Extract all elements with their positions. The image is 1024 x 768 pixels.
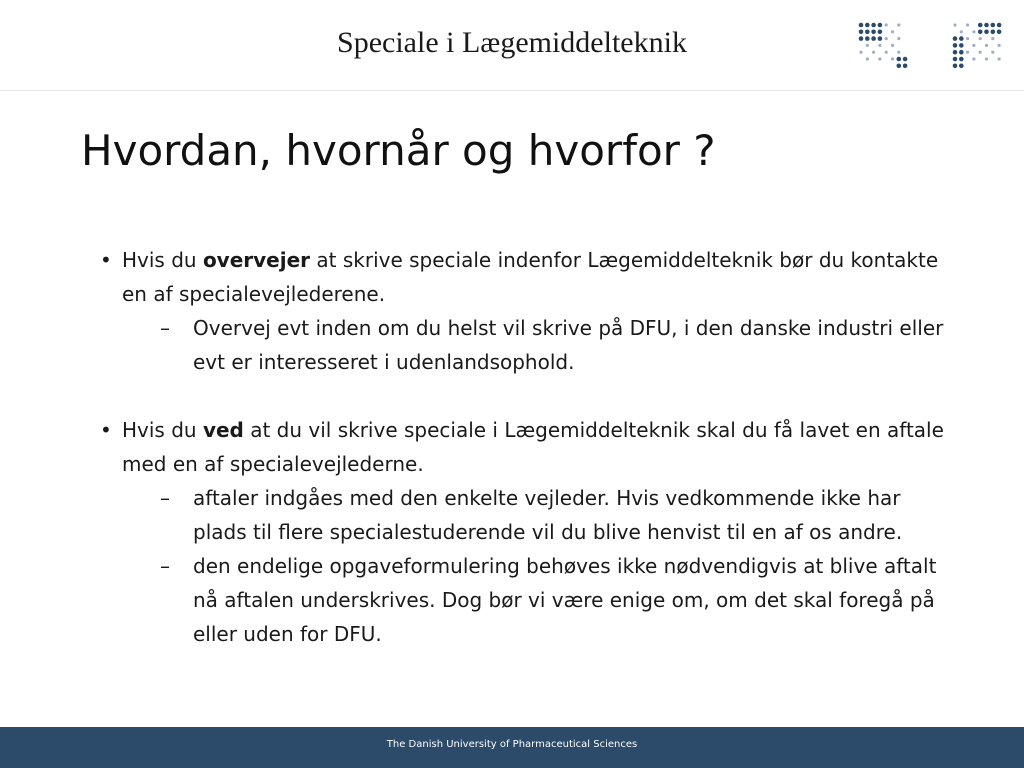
logo-dot [998,44,1001,47]
logo-dot [984,30,989,35]
logo-dot [966,37,969,40]
sub-bullet-text: den endelige opgaveformulering behøves ikke nødvendigvis at blive aftalt nå aftalen underskrives. Dog bør vi være enige om, om det skal foregå på eller uden for DFU. [193,554,937,646]
logo-dot [897,64,902,69]
logo-dot [953,36,958,41]
logo-dot [878,30,883,35]
bullet-marker: • [100,418,112,442]
logo-dot [960,30,963,33]
bullet-marker: • [100,248,112,272]
bullet-emphasis: overvejer [202,248,311,272]
logo-dot [897,37,900,40]
logo-dot [859,36,864,41]
spacer [100,379,960,413]
dot-grid-logo-icon [952,22,1002,70]
logo-dot [972,57,975,60]
dash-marker: – [160,554,170,578]
logo-dot [991,23,996,28]
logo-dot [865,23,870,28]
logo-dot [972,44,975,47]
logo-dot [903,64,908,69]
logo-dot [885,37,888,40]
bullet-list [100,243,960,651]
logo-dot [997,30,1002,35]
footer-text: The Danish University of Pharmaceutical Sciences [386,739,638,750]
sub-bullet-item [100,549,960,651]
logo-dot [991,51,994,54]
logo-dot [903,57,908,62]
logo-dot [985,44,988,47]
slide-heading: Hvordan, hvornår og hvorfor ? [81,126,716,175]
logo-dot [959,64,964,69]
sub-bullet-text: Overvej evt inden om du helst vil skrive på DFU, i den danske industri eller evt er interesseret i udenlandsophold. [193,316,944,374]
logo-dot [985,57,988,60]
logo-dot [953,50,958,55]
logo-dot [953,43,958,48]
logo-dot [959,36,964,41]
dash-marker: – [160,486,170,510]
logo-dot [959,50,964,55]
header-title: Speciale i Lægemiddelteknik [337,26,687,59]
logo-dot [953,64,958,69]
logo-dot [859,30,864,35]
logo-dot [878,23,883,28]
logo-dot [871,30,876,35]
dash-marker: – [160,316,170,340]
logo-dot [959,57,964,62]
sub-bullet-text: aftaler indgåes med den enkelte vejleder. Hvis vedkommende ikke har plads til flere specialestuderende vil du blive henvist til en af os andre. [193,486,903,544]
sub-bullet-item [100,481,960,549]
logo-dot [859,51,862,54]
logo-dot [866,57,869,60]
logo-dot [897,23,900,26]
sub-bullet-item [100,311,960,379]
logo-dot [991,30,996,35]
logo-dot [871,23,876,28]
logo-dot [953,23,956,26]
logo-dot [966,51,969,54]
logo-dot [866,44,869,47]
logo-dot [966,23,969,26]
bullet-text-post: at skrive speciale indenfor Lægemiddelteknik bør du kontakte en af specialevejlederene. [122,248,939,306]
logo-dot [984,23,989,28]
logo-dot [959,43,964,48]
logo-dot [978,30,983,35]
bullet-text-pre: Hvis du [122,248,203,272]
bullet-emphasis: ved [202,418,244,442]
logo-dot [978,23,983,28]
bullet-item [100,413,960,481]
logo-dot [897,57,902,62]
logo-dot [991,37,994,40]
bullet-item [100,243,960,311]
logo-dot [997,23,1002,28]
logo-dot [979,51,982,54]
logo-dot [885,23,888,26]
logo-dot [891,44,894,47]
logo-dot [872,51,875,54]
dot-grid-logo-icon [858,22,908,70]
logo-dot [871,36,876,41]
logo-dot [859,23,864,28]
logo-dot [878,44,881,47]
logo-dot [891,30,894,33]
logo-dot [998,57,1001,60]
slide-header [0,0,1024,91]
logo-dot [891,57,894,60]
bullet-text-post: at du vil skrive speciale i Lægemiddelteknik skal du få lavet en aftale med en af specialevejlederne. [122,418,944,476]
logo-dot [953,57,958,62]
logo-dot [878,57,881,60]
logo-dot [979,37,982,40]
logo-dot [897,51,900,54]
logo-dot [865,36,870,41]
logo-dot [885,51,888,54]
footer-bar [0,727,1024,768]
logo-dot [865,30,870,35]
bullet-text-pre: Hvis du [122,418,203,442]
logo-dot [972,30,975,33]
logo-dot [878,36,883,41]
